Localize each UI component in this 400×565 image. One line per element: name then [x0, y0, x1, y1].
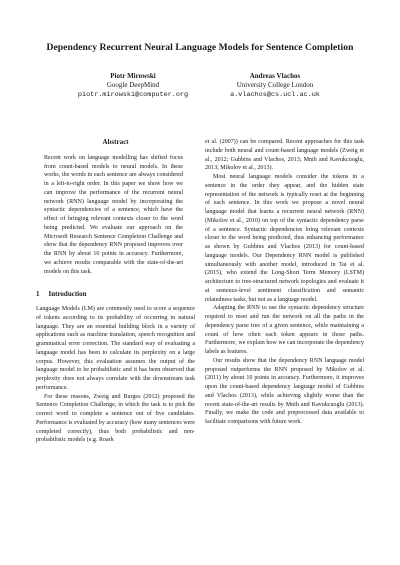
author-email[interactable]: piotr.mirowski@computer.org — [77, 90, 189, 99]
section-number: 1 — [36, 290, 40, 299]
body-paragraph: Language Models (LM) are commonly used to score a sequence of tokens according to its probability of occurring in natural language. They are an essential building block in a variety of applications such as machine translation, speech recognition and grammatical error correction. The standard way of evaluating a language model has been to calculate its perplexity on a large corpus. However, this evaluation assumes the output of the language model to be probabilistic and it has been observed that perplexity does not always correlate with the downstream task performance. — [36, 306, 195, 391]
author-block-1 — [58, 72, 208, 100]
body-paragraph: Most neural language models consider the tokens in a sentence in the order they appear, and the hidden state representation of the network is typically reset at the beginning of each sentence. In this work we propose a novel neural language model that learns a recurrent neural network (RNN) (Mikolov et al., 2010) on top of the syntactic dependency parse of a sentence. Syntactic dependencies bring relevant contexts closer to the word being predicted, thus enhancing performance as shown by Gubbins and Vlachos (2013) for count-based language models. Our Dependency RNN model is published simultaneously with another model, introduced in Tai et al. (2015), who extend the Long-Short Term Memory (LSTM) architecture to tree-structured network topologies and evaluate it at sentence-level sentiment classification and semantic relatedness tasks, but not as a language model. — [205, 174, 364, 303]
author-email[interactable]: a.vlachos@cs.ucl.ac.uk — [230, 90, 320, 99]
abstract-heading: Abstract — [102, 138, 129, 146]
paper-title: Dependency Recurrent Neural Language Models for Sentence Completion — [46, 42, 354, 53]
body-paragraph: et al. (2007)) can be compared. Recent approaches for this task include both neural and count-based language models (Zweig et al., 2012; Gubbins and Vlachos, 2013; Mnih and Kavukcuoglu, 2013; Mikolov et al., 2013). — [205, 139, 364, 172]
author-name: Piotr Mirowski — [110, 72, 156, 80]
body-paragraph: Our results show that the dependency RNN language model proposed outperforms the RNN proposed by Mikolov et al. (2011) by about 10 points in accuracy. Furthermore, it improves upon the count-based dependency language model of Gubbins and Vlachos (2013), while achieving slightly worse than the recent state-of-the-art results by Mnih and Kavukcuoglu (2013). Finally, we make the code and preprocessed data available to facilitate comparisons with future work. — [205, 357, 364, 425]
author-affiliation: University College London — [236, 81, 314, 90]
abstract-text: Recent work on language modelling has shifted focus from count-based models to neural models. In these works, the words in each sentence are always considered in a left-to-right order. In this paper we show how we can improve the performance of the recurrent neural network (RNN) language model by incorporating the syntactic dependencies of a sentence, which have the effect of bringing relevant contexts closer to the word being predicted. We evaluate our approach on the Microsoft Research Sentence Completion Challenge and show that the dependency RNN proposed improves over the RNN by about 10 points in accuracy. Furthermore, we achieve results comparable with the state-of-the-art models on this task. — [44, 154, 183, 275]
right-column — [205, 138, 364, 427]
section-heading — [36, 290, 195, 299]
body-paragraph: Adapting the RNN to use the syntactic dependency structure required to reset and run the network on all the paths in the dependency parse tree of a given sentence, while maintaining a count of how often each token appears in those paths. Furthermore, we explain how we can incorporate the dependency labels as features. — [205, 305, 364, 355]
author-block-2 — [200, 72, 350, 100]
left-column — [36, 138, 195, 445]
body-paragraph: For these reasons, Zweig and Burges (2012) proposed the Sentence Completion Challenge, in which the task is to pick the correct word to complete a sentence out of five candidates. Performance is evaluated by accuracy (how many sentences were completed correctly), thus both probabilistic and non-probabilistic models (e.g. Roark — [36, 393, 195, 444]
section-title: Introduction — [48, 290, 87, 299]
author-affiliation: Google DeepMind — [106, 81, 160, 90]
author-name: Andreas Vlachos — [249, 72, 301, 80]
